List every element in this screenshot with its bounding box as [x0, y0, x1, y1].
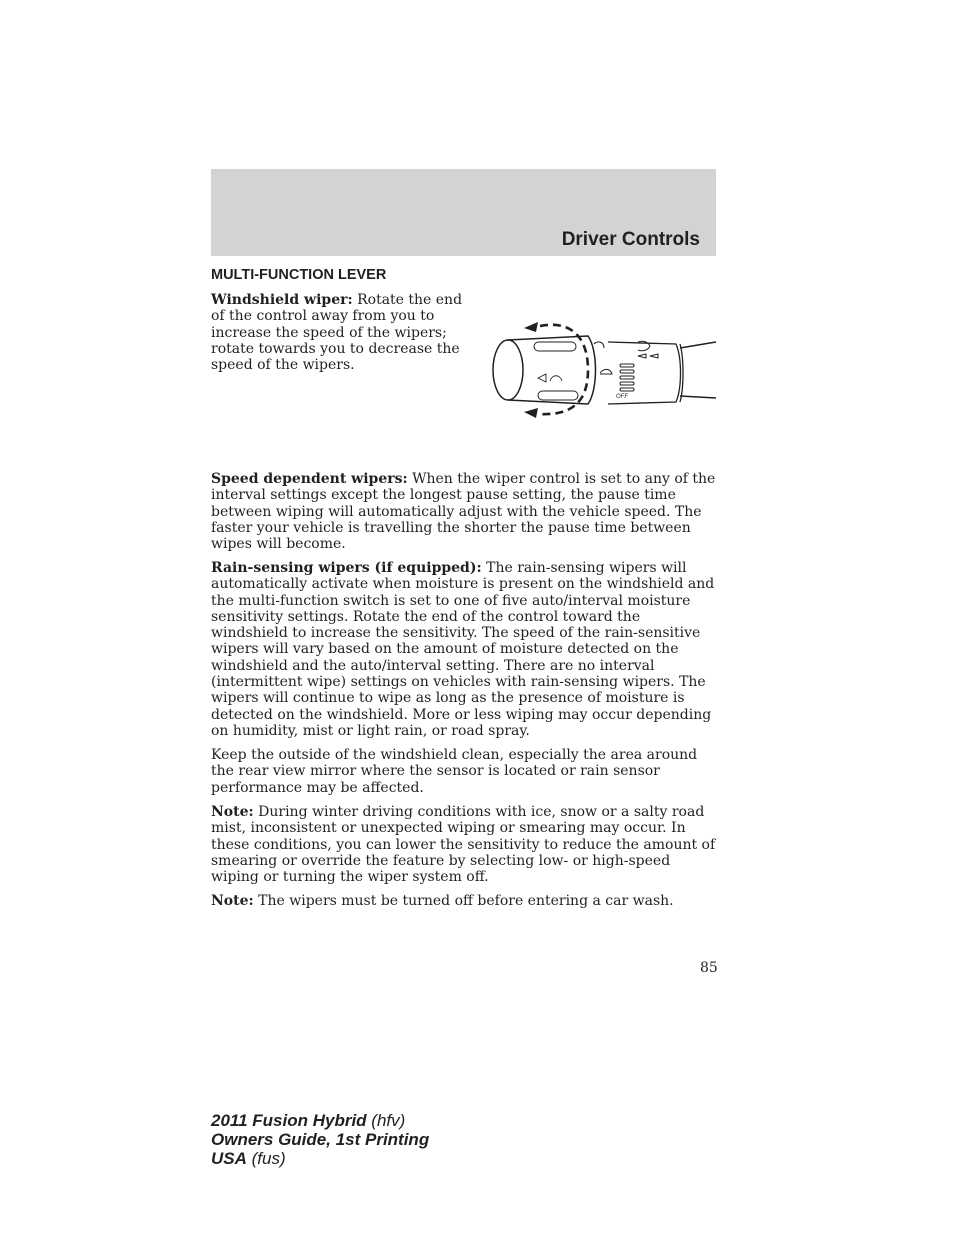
winter-note-text: During winter driving conditions with ice, snow or a salty road mist, inconsistent or unexpected wiping or smearing may occur. In these conditions, you can lower the sensitivity to reduce the amount of smearing or override the feature by selecting low- or high-speed wiping or turning the wiper system off. — [211, 804, 716, 886]
arrow-down-icon — [524, 408, 538, 418]
multi-function-lever-illustration — [490, 318, 716, 422]
footer-market-code: (fus) — [251, 1149, 286, 1168]
windshield-wiper-line3: increase the speed of the wipers; — [211, 324, 447, 341]
footer-model-code: (hfv) — [371, 1111, 406, 1130]
carwash-note-label: Note: — [211, 893, 254, 909]
footer-model: 2011 Fusion Hybrid — [211, 1111, 367, 1130]
windshield-wiper-line2: of the control away from you to — [211, 308, 435, 325]
footer-market: USA — [211, 1149, 247, 1168]
winter-note-label: Note: — [211, 804, 254, 820]
footer-publication-info — [211, 1111, 429, 1168]
windshield-wiper-line4: rotate towards you to decrease the — [211, 340, 460, 357]
header-band — [211, 169, 716, 256]
rain-sensing-paragraph — [211, 560, 716, 739]
page-section-title: Driver Controls — [561, 229, 700, 250]
section-heading: MULTI-FUNCTION LEVER — [211, 267, 387, 283]
speed-dependent-label: Speed dependent wipers: — [211, 471, 408, 487]
rain-sensing-label: Rain-sensing wipers (if equipped): — [211, 560, 482, 576]
carwash-note-paragraph — [211, 893, 716, 909]
speed-dependent-text: When the wiper control is set to any of the interval settings except the longest pause setting, the pause time between wiping will automatically adjust with the vehicle speed. The faster your vehicle is travelling the shorter the pause time between wipes will become. — [211, 471, 716, 553]
arrow-up-icon — [524, 322, 538, 332]
keep-clean-paragraph — [211, 747, 716, 796]
carwash-note-text: The wipers must be turned off before entering a car wash. — [258, 893, 674, 909]
rain-sensing-text: The rain-sensing wipers will automatically activate when moisture is present on the windshield and the multi-function switch is set to one of five auto/interval moisture sensitivity settings. Rotate the end of the control toward the windshield to increase the sensitivity. The speed of the rain-sensitive wipers will vary based on the amount of moisture detected on the windshield and the auto/interval setting. There are no interval (intermittent wipe) settings on vehicles with rain-sensing wipers. The wipers will continue to wipe as long as the presence of moisture is detected on the windshield. More or less wiping may occur depending on humidity, mist or light rain, or road spray. — [211, 560, 715, 739]
speed-dependent-paragraph — [211, 471, 716, 552]
keep-clean-text: Keep the outside of the windshield clean, especially the area around the rear view mirror where the sensor is located or rain sensor performance may be affected. — [211, 747, 698, 796]
off-label: OFF — [616, 394, 628, 400]
winter-note-paragraph — [211, 804, 716, 885]
page-number: 85 — [700, 960, 718, 976]
windshield-wiper-paragraph — [211, 292, 462, 373]
windshield-wiper-label: Windshield wiper: — [211, 292, 353, 308]
windshield-wiper-line5: speed of the wipers. — [211, 357, 355, 374]
windshield-wiper-line1: Rotate the end — [357, 292, 463, 308]
footer-printing: Owners Guide, 1st Printing — [211, 1130, 430, 1149]
